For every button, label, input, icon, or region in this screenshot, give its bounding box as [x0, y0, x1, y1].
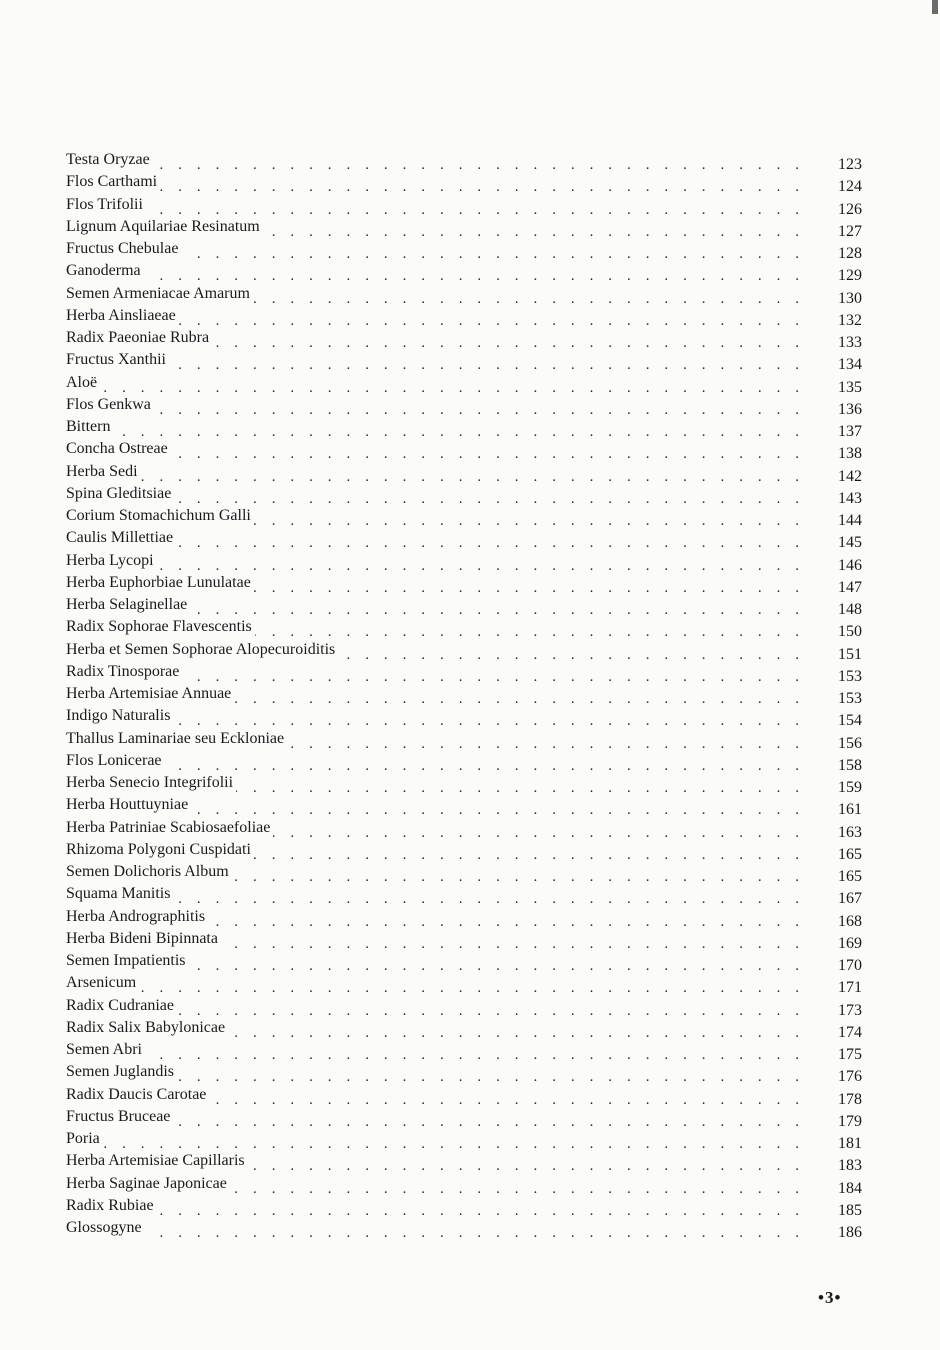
toc-entry-title: Herba Selaginellae	[66, 595, 190, 615]
toc-entry-page-number: 134	[838, 356, 862, 374]
toc-entry-page-number: 163	[838, 823, 862, 841]
toc-entry	[66, 1018, 862, 1040]
toc-entry-page-number: 185	[838, 1201, 862, 1219]
toc-entry-title: Corium Stomachichum Galli	[66, 506, 254, 526]
toc-entry-title: Radix Daucis Carotae	[66, 1085, 209, 1105]
toc-entry-page-number: 159	[838, 779, 862, 796]
toc-entry-title: Flos Trifolii	[66, 195, 146, 215]
toc-entry	[66, 350, 862, 372]
scan-edge-mark	[932, 0, 938, 14]
toc-entry-title: Flos Genkwa	[66, 395, 154, 415]
toc-entry	[66, 1174, 862, 1196]
toc-entry	[66, 439, 862, 461]
toc-entry-page-number: 161	[838, 801, 862, 819]
table-of-contents	[66, 150, 862, 1240]
toc-entry-title: Radix Rubiae	[66, 1196, 157, 1216]
toc-entry-page-number: 176	[838, 1068, 862, 1086]
toc-entry-title: Indigo Naturalis	[66, 706, 173, 726]
toc-entry-page-number: 153	[838, 690, 862, 707]
dot-leader	[66, 355, 808, 375]
toc-entry-title: Herba Patriniae Scabiosaefoliae	[66, 818, 273, 838]
toc-entry-page-number: 126	[838, 200, 862, 218]
toc-entry-title: Bittern	[66, 417, 113, 437]
toc-entry-page-number: 183	[838, 1157, 862, 1175]
toc-entry	[66, 150, 862, 172]
toc-entry-title: Flos Lonicerae	[66, 751, 165, 771]
toc-entry	[66, 573, 862, 595]
toc-entry	[66, 551, 862, 573]
toc-entry	[66, 417, 862, 439]
toc-entry-page-number: 154	[838, 712, 862, 730]
toc-entry-page-number: 137	[838, 423, 862, 440]
toc-entry	[66, 1129, 862, 1151]
toc-entry	[66, 1107, 862, 1129]
toc-entry-title: Herba Artemisiae Annuae	[66, 684, 234, 704]
toc-entry-title: Semen Armeniacae Amarum	[66, 284, 253, 304]
toc-entry	[66, 395, 862, 417]
toc-entry-page-number: 124	[838, 178, 862, 196]
toc-entry-title: Herba Lycopi	[66, 551, 157, 571]
toc-entry	[66, 706, 862, 728]
toc-entry-title: Semen Dolichoris Album	[66, 862, 232, 882]
dot-leader	[66, 978, 808, 998]
toc-entry	[66, 1040, 862, 1062]
toc-entry	[66, 506, 862, 528]
toc-entry-title: Semen Juglandis	[66, 1062, 177, 1082]
toc-entry-page-number: 156	[838, 734, 862, 752]
toc-entry-title: Fructus Chebulae	[66, 239, 181, 259]
toc-entry	[66, 1085, 862, 1107]
toc-entry-title: Herba Senecio Integrifolii	[66, 773, 236, 793]
toc-entry-title: Radix Sophorae Flavescentis	[66, 617, 255, 637]
toc-entry	[66, 373, 862, 395]
toc-entry	[66, 662, 862, 684]
toc-entry-page-number: 148	[838, 601, 862, 618]
toc-entry-page-number: 173	[838, 1001, 862, 1019]
toc-entry-page-number: 133	[838, 334, 862, 351]
toc-entry-title: Radix Paeoniae Rubra	[66, 328, 212, 348]
toc-entry	[66, 284, 862, 306]
toc-entry-page-number: 184	[838, 1179, 862, 1197]
dot-leader	[66, 177, 808, 197]
toc-entry	[66, 751, 862, 773]
toc-entry	[66, 306, 862, 328]
toc-entry-title: Glossogyne	[66, 1218, 145, 1238]
dot-leader	[66, 1201, 808, 1221]
dot-leader	[66, 1223, 808, 1243]
toc-entry	[66, 1196, 862, 1218]
toc-entry	[66, 617, 862, 639]
toc-entry	[66, 1062, 862, 1084]
toc-entry-page-number: 128	[838, 245, 862, 262]
toc-entry	[66, 996, 862, 1018]
toc-entry-page-number: 174	[838, 1023, 862, 1041]
toc-entry	[66, 840, 862, 862]
toc-entry	[66, 462, 862, 484]
dot-leader	[66, 400, 808, 420]
toc-entry	[66, 973, 862, 995]
toc-entry-page-number: 175	[838, 1046, 862, 1063]
toc-entry-page-number: 138	[838, 445, 862, 463]
toc-entry-page-number: 165	[838, 868, 862, 885]
toc-entry-title: Herba Houttuyniae	[66, 795, 191, 815]
dot-leader	[66, 378, 808, 398]
toc-entry-title: Spina Gleditsiae	[66, 484, 174, 504]
toc-entry-title: Radix Cudraniae	[66, 996, 177, 1016]
toc-entry	[66, 261, 862, 283]
toc-entry-title: Herba Andrographitis	[66, 907, 208, 927]
toc-entry	[66, 684, 862, 706]
toc-entry	[66, 773, 862, 795]
toc-entry-title: Testa Oryzae	[66, 150, 153, 170]
toc-entry	[66, 172, 862, 194]
toc-entry-title: Fructus Xanthii	[66, 350, 169, 370]
toc-entry-page-number: 135	[838, 378, 862, 396]
toc-entry-page-number: 153	[838, 667, 862, 685]
toc-entry	[66, 795, 862, 817]
dot-leader	[66, 155, 808, 175]
toc-entry-title: Ganoderma	[66, 261, 144, 281]
toc-entry-page-number: 130	[838, 289, 862, 307]
toc-entry	[66, 484, 862, 506]
dot-leader	[66, 467, 808, 487]
toc-entry-page-number: 127	[838, 222, 862, 240]
toc-entry-title: Squama Manitis	[66, 884, 173, 904]
toc-entry-title: Herba Saginae Japonicae	[66, 1174, 230, 1194]
toc-entry-title: Semen Abri	[66, 1040, 145, 1060]
toc-entry-page-number: 171	[838, 979, 862, 997]
toc-entry-title: Herba Euphorbiae Lunulatae	[66, 573, 254, 593]
toc-entry-page-number: 168	[838, 912, 862, 930]
toc-entry-page-number: 186	[838, 1224, 862, 1241]
toc-entry-page-number: 145	[838, 534, 862, 552]
toc-entry-title: Herba et Semen Sophorae Alopecuroiditis	[66, 640, 338, 660]
toc-entry	[66, 929, 862, 951]
toc-entry-title: Fructus Bruceae	[66, 1107, 173, 1127]
dot-leader	[66, 1045, 808, 1065]
toc-entry-title: Herba Bideni Bipinnata	[66, 929, 221, 949]
toc-entry-page-number: 179	[838, 1112, 862, 1130]
toc-entry-title: Radix Salix Babylonicae	[66, 1018, 228, 1038]
toc-entry-page-number: 167	[838, 890, 862, 908]
toc-entry-page-number: 151	[838, 645, 862, 663]
toc-entry-title: Radix Tinosporae	[66, 662, 182, 682]
toc-entry	[66, 818, 862, 840]
toc-entry-page-number: 158	[838, 756, 862, 774]
toc-entry	[66, 239, 862, 261]
toc-entry-page-number: 181	[838, 1135, 862, 1152]
toc-entry-title: Concha Ostreae	[66, 439, 171, 459]
toc-entry-page-number: 169	[838, 934, 862, 952]
toc-entry	[66, 328, 862, 350]
dot-leader	[66, 444, 808, 464]
dot-leader	[66, 422, 808, 442]
toc-entry-title: Arsenicum	[66, 973, 139, 993]
toc-entry	[66, 1151, 862, 1173]
toc-entry-title: Semen Impatientis	[66, 951, 189, 971]
toc-entry-page-number: 143	[838, 489, 862, 507]
toc-entry-title: Poria	[66, 1129, 103, 1149]
toc-entry-title: Herba Sedi	[66, 462, 141, 482]
toc-entry-title: Herba Ainsliaeae	[66, 306, 179, 326]
toc-entry-title: Lignum Aquilariae Resinatum	[66, 217, 263, 237]
toc-entry	[66, 862, 862, 884]
toc-entry-page-number: 144	[838, 512, 862, 529]
toc-entry-page-number: 150	[838, 623, 862, 641]
toc-entry-page-number: 147	[838, 578, 862, 596]
toc-entry-title: Rhizoma Polygoni Cuspidati	[66, 840, 254, 860]
toc-entry	[66, 951, 862, 973]
toc-entry-page-number: 132	[838, 311, 862, 329]
toc-entry-page-number: 142	[838, 467, 862, 485]
toc-entry-page-number: 123	[838, 156, 862, 173]
toc-entry-title: Caulis Millettiae	[66, 528, 176, 548]
toc-entry	[66, 640, 862, 662]
toc-entry-title: Herba Artemisiae Capillaris	[66, 1151, 248, 1171]
toc-entry-title: Aloë	[66, 373, 100, 393]
toc-entry-page-number: 178	[838, 1090, 862, 1108]
toc-entry	[66, 195, 862, 217]
toc-entry-page-number: 146	[838, 556, 862, 574]
toc-entry	[66, 595, 862, 617]
toc-entry-page-number: 170	[838, 957, 862, 974]
dot-leader	[66, 533, 808, 553]
toc-entry	[66, 907, 862, 929]
toc-entry-title: Thallus Laminariae seu Eckloniae	[66, 729, 287, 749]
toc-entry	[66, 884, 862, 906]
toc-entry-page-number: 136	[838, 400, 862, 418]
page-number: •3•	[818, 1288, 842, 1307]
toc-entry	[66, 217, 862, 239]
dot-leader	[66, 1112, 808, 1132]
toc-entry	[66, 729, 862, 751]
toc-entry-title: Flos Carthami	[66, 172, 160, 192]
toc-entry-page-number: 129	[838, 267, 862, 285]
toc-entry	[66, 1218, 862, 1240]
toc-entry	[66, 528, 862, 550]
toc-entry-page-number: 165	[838, 845, 862, 863]
